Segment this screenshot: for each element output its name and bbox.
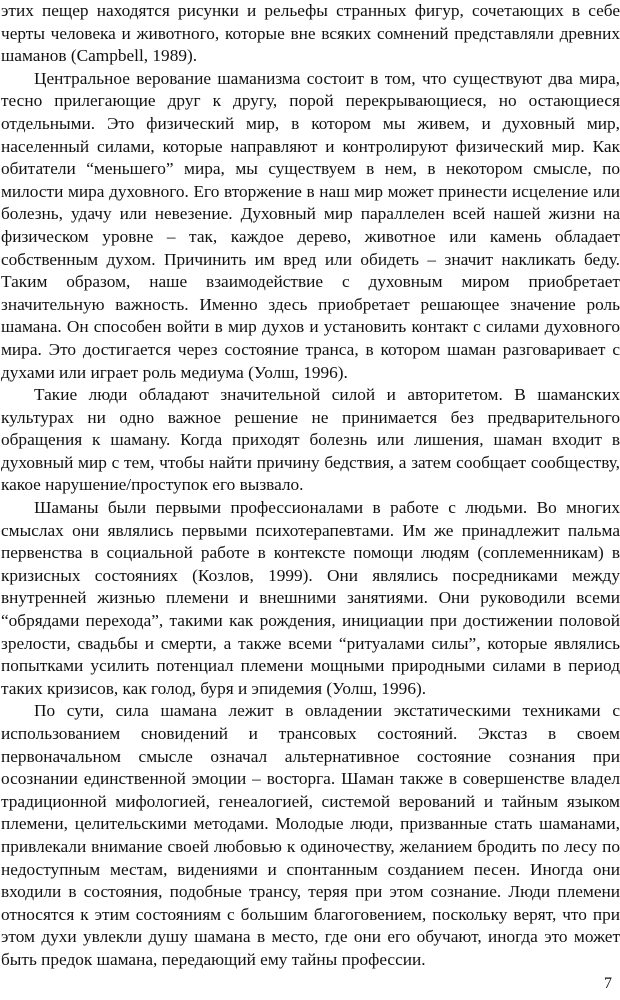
- paragraph-ecstatic-techniques: По сути, сила шамана лежит в овладении экстатическими техниками с использованием сновидений и трансовых состояний. Экстаз в своем первоначальном смысле означал альтернативное состояние сознания при осознании единственной эмоции – восторга. Шаман также в совершенстве владел традиционной мифологией, генеалогией, системой верований и тайным языком племени, целительскими методами. Молодые люди, призванные стать шаманами, привлекали внимание своей любовью к одиночеству, желанием бродить по лесу по недоступным местам, видениями и спонтанным созданием песен. Иногда они входили в состояния, подобные трансу, теряя при этом сознание. Люди племени относятся к этим состояниям с большим благоговением, поскольку верят, что при этом духи увлекли душу шамана в место, где они его обучают, иногда это может быть предок шамана, передающий ему тайны профессии.: [1, 701, 620, 969]
- paragraph-first-professionals: Шаманы были первыми профессионалами в работе с людьми. Во многих смыслах они являлись первыми психотерапевтами. Им же принадлежит пальма первенства в социальной работе в контексте помощи людям (соплеменникам) в кризисных состояниях (Козлов, 1999). Они являлись посредниками между внутренней жизнью племени и внешними занятиями. Они руководили всеми “обрядами перехода”, такими как рождения, инициации при достижении половой зрелости, свадьбы и смерти, а также всеми “ритуалами силы”, которые являлись попытками усилить потенциал племени мощными природными силами в период таких кризисов, как голод, буря и эпидемия (Уолш, 1996).: [1, 498, 620, 698]
- paragraph-shaman-authority: Такие люди обладают значительной силой и авторитетом. В шаманских культурах ни одно важное решение не принимается без предварительного обращения к шаману. Когда приходят болезнь или лишения, шаман входит в духовный мир с тем, чтобы найти причину бедствия, а затем сообщает сообществу, какое нарушение/проступок его вызвало.: [1, 385, 620, 495]
- document-page: [1, 0, 620, 972]
- paragraph-cave-figures: этих пещер находятся рисунки и рельефы странных фигур, сочетающих в себе черты человека и животного, которые вне всяких сомнений представляли древних шаманов (Campbell, 1989).: [1, 1, 620, 66]
- paragraph-two-worlds: Центральное верование шаманизма состоит в том, что существуют два мира, тесно прилегающие друг к другу, порой перекрывающиеся, но остающиеся отдельными. Это физический мир, в котором мы живем, и духовный мир, населенный силами, которые направляют и контролируют физический мир. Как обитатели “меньшего” мира, мы существуем в нем, в некотором смысле, по милости мира духовного. Его вторжение в наш мир может принести исцеление или болезнь, удачу или невезение. Духовный мир параллелен всей нашей жизни на физическом уровне – так, каждое дерево, животное или камень обладает собственным духом. Причинить им вред или обидеть – значит накликать беду. Таким образом, наше взаимодействие с духовным миром приобретает значительную важность. Именно здесь приобретает решающее значение роль шамана. Он способен войти в мир духов и установить контакт с силами духовного мира. Это достигается через состояние транса, в котором шаман разговаривает с духами или играет роль медиума (Уолш, 1996).: [1, 68, 620, 382]
- page-number: 7: [604, 975, 612, 992]
